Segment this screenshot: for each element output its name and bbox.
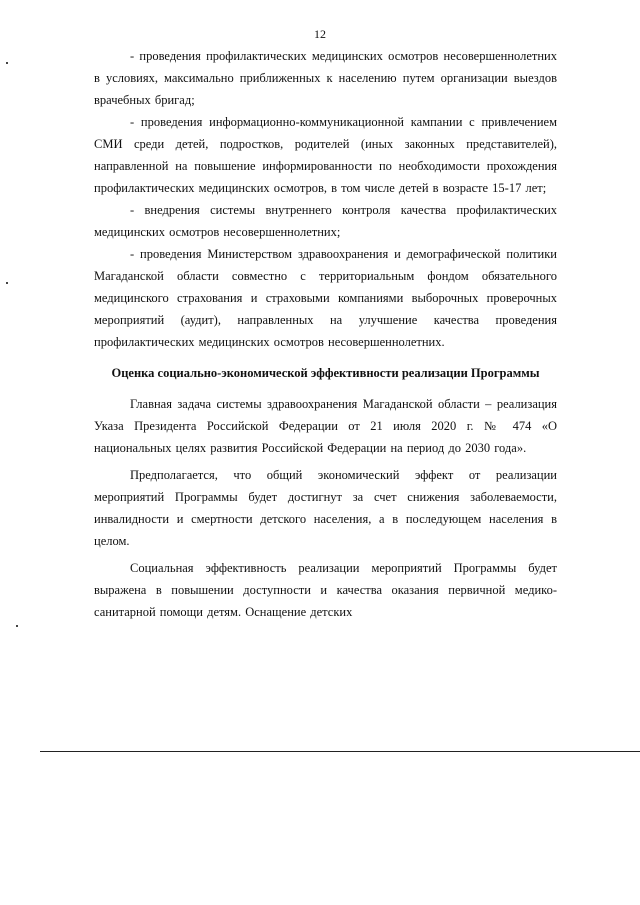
page-number: 12 bbox=[314, 27, 326, 41]
scan-speck bbox=[6, 282, 8, 284]
list-item-paragraph: - проведения Министерством здравоохранения и демографической политики Магаданской области совместно с территориальным фондом обязательного медицинского страхования и страховыми компаниями выборочных проверочных мероприятий (аудит), направленных на улучшение качества проведения профилактических медицинских осмотров несовершеннолетних. bbox=[94, 247, 557, 349]
footer-rule bbox=[40, 751, 640, 752]
list-item-paragraph: - проведения профилактических медицинских осмотров несовершеннолетних в условиях, максимально приближенных к населению путем организации выездов врачебных бригад; bbox=[94, 49, 557, 107]
body-paragraph: Главная задача системы здравоохранения Магаданской области – реализация Указа Президента Российской Федерации от 21 июля 2020 г. № 474 «О национальных целях развития Российской Федерации на период до 2030 года». bbox=[94, 397, 557, 455]
document-body bbox=[94, 45, 557, 623]
list-item-paragraph: - проведения информационно-коммуникационной кампании с привлечением СМИ среди детей, подростков, родителей (иных законных представителей), направленной на повышение информированности по необходимости прохождения профилактических медицинских осмотров, в том числе детей в возрасте 15-17 лет; bbox=[94, 115, 557, 195]
body-paragraph: Предполагается, что общий экономический эффект от реализации мероприятий Программы будет достигнут за счет снижения заболеваемости, инвалидности и смертности детского населения, а в последующем населения в целом. bbox=[94, 468, 557, 548]
list-item-paragraph: - внедрения системы внутреннего контроля качества профилактических медицинских осмотров несовершеннолетних; bbox=[94, 203, 557, 239]
section-heading: Оценка социально-экономической эффективности реализации Программы bbox=[111, 366, 540, 380]
scan-speck bbox=[16, 625, 18, 627]
scan-speck bbox=[6, 62, 8, 64]
body-paragraph: Социальная эффективность реализации мероприятий Программы будет выражена в повышении доступности и качества оказания первичной медико-санитарной помощи детям. Оснащение детских bbox=[94, 561, 557, 619]
